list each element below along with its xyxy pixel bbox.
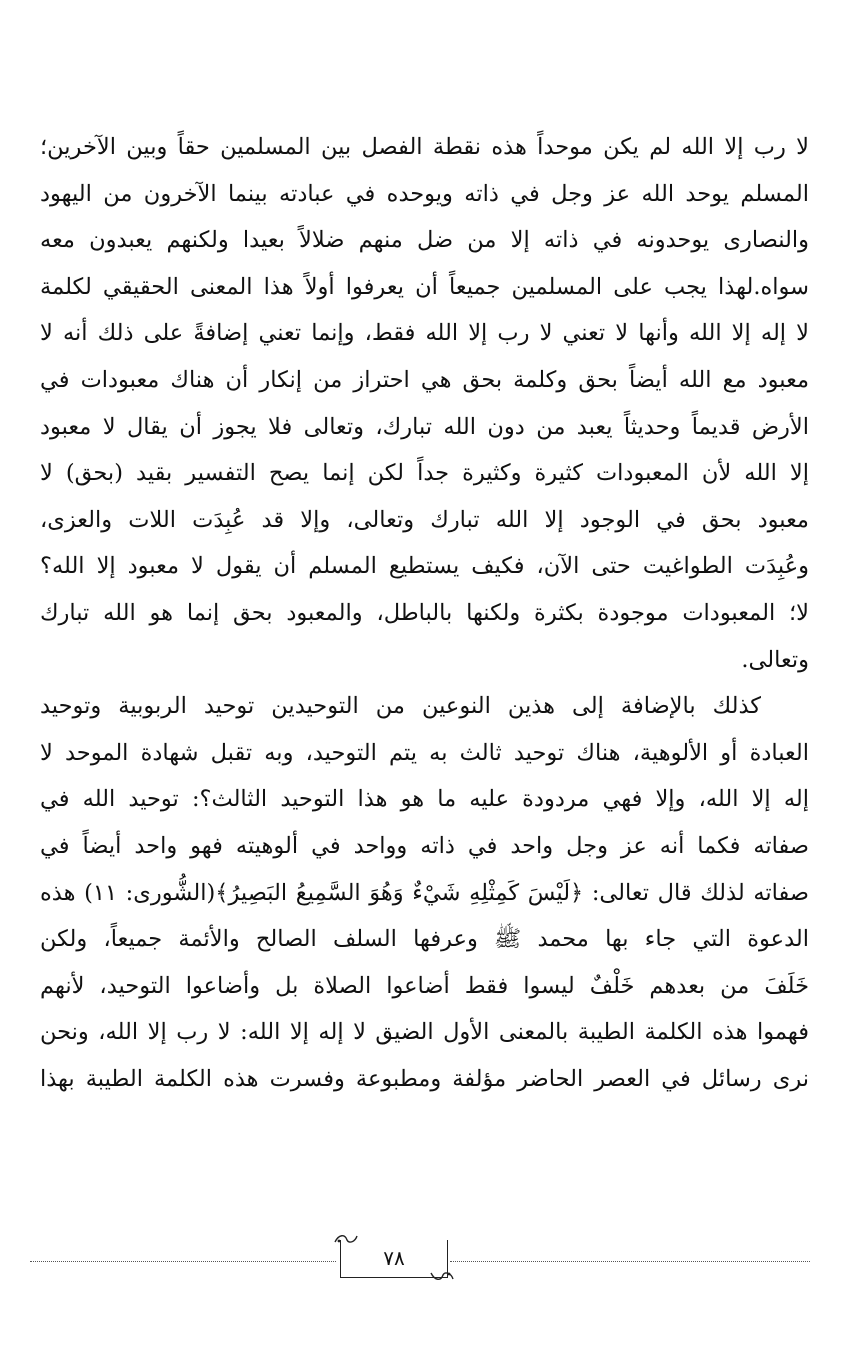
page-footer <box>30 1240 810 1284</box>
text-line: فهموا هذه الكلمة الطيبة بالمعنى الأول الضيق لا إله إلا الله: لا رب إلا الله، ونحن <box>40 1019 809 1046</box>
paragraph-1 <box>40 124 809 683</box>
page-number: ٧٨ <box>383 1246 405 1270</box>
page-number-frame <box>340 1240 448 1278</box>
text-line: نرى رسائل في العصر الحاضر مؤلفة ومطبوعة وفسرت هذه الكلمة الطيبة بهذا <box>40 1065 809 1092</box>
text-line: سواه.لهذا يجب على المسلمين جميعاً أن يعرفوا أولاً هذا المعنى الحقيقي لكلمة <box>40 273 809 300</box>
text-line: وتعالى. <box>741 646 809 673</box>
paragraph-2 <box>40 683 809 1102</box>
text-line: صفاته فكما أنه عز وجل واحد في ذاته وواحد في ألوهيته فهو واحد أيضاً في <box>40 832 809 859</box>
text-line: العبادة أو الألوهية، هناك توحيد ثالث به يتم التوحيد، وبه تقبل شهادة الموحد لا <box>40 739 809 766</box>
text-line: كذلك بالإضافة إلى هذين النوعين من التوحيدين توحيد الربوبية وتوحيد <box>40 693 761 720</box>
text-line: معبود مع الله أيضاً بحق وكلمة بحق هي احتراز من إنكار أن هناك معبودات في <box>40 366 809 393</box>
text-line: صفاته لذلك قال تعالى: ﴿لَيْسَ كَمِثْلِهِ شَيْءٌ وَهُوَ السَّمِيعُ البَصِيرُ﴾(الشُّورى: ١١) هذه <box>40 879 809 906</box>
ornament-icon <box>429 1269 455 1283</box>
text-line: وعُبِدَت الطواغيت حتى الآن، فكيف يستطيع المسلم أن يقول لا معبود إلا الله؟ <box>40 553 809 580</box>
text-line: إله إلا الله، وإلا فهي مردودة عليه ما هو هذا التوحيد الثالث؟: توحيد الله في <box>40 786 809 813</box>
text-line: لا إله إلا الله وأنها لا تعني لا رب إلا الله فقط، وإنما تعني إضافةً على ذلك أنه لا <box>40 320 809 347</box>
footer-dotted-rule-right <box>450 1261 810 1262</box>
text-line: معبود بحق في الوجود إلا الله تبارك وتعالى، وإلا قد عُبِدَت اللات والعزى، <box>40 506 809 533</box>
text-line: إلا الله لأن المعبودات كثيرة وكثيرة جداً لكن إنما يصح التفسير بقيد (بحق) لا <box>40 460 809 487</box>
text-line: الأرض قديماً وحديثاً يعبد من دون الله تبارك، وتعالى فلا يجوز أن يقال لا معبود <box>40 413 809 440</box>
text-line: خَلَفَ من بعدهم خَلْفٌ ليسوا فقط أضاعوا الصلاة بل وأضاعوا التوحيد، لأنهم <box>40 972 809 999</box>
text-line: المسلم يوحد الله عز وجل في ذاته ويوحده في عبادته بينما الآخرون من اليهود <box>40 180 809 207</box>
footer-dotted-rule-left <box>30 1261 336 1262</box>
text-line: والنصارى يوحدونه في ذاته إلا من ضل منهم ضلالاً بعيدا ولكنهم يعبدون معه <box>40 227 809 254</box>
page-body <box>40 124 809 1102</box>
ornament-icon <box>333 1232 359 1246</box>
text-line: لا رب إلا الله لم يكن موحداً هذه نقطة الفصل بين المسلمين حقاً وبين الآخرين؛ <box>40 134 809 160</box>
text-line: لا؛ المعبودات موجودة بكثرة ولكنها بالباطل، والمعبود بحق إنما هو الله تبارك <box>40 599 809 626</box>
text-line: الدعوة التي جاء بها محمد ﷺ وعرفها السلف الصالح والأئمة جميعاً، ولكن <box>40 926 809 953</box>
